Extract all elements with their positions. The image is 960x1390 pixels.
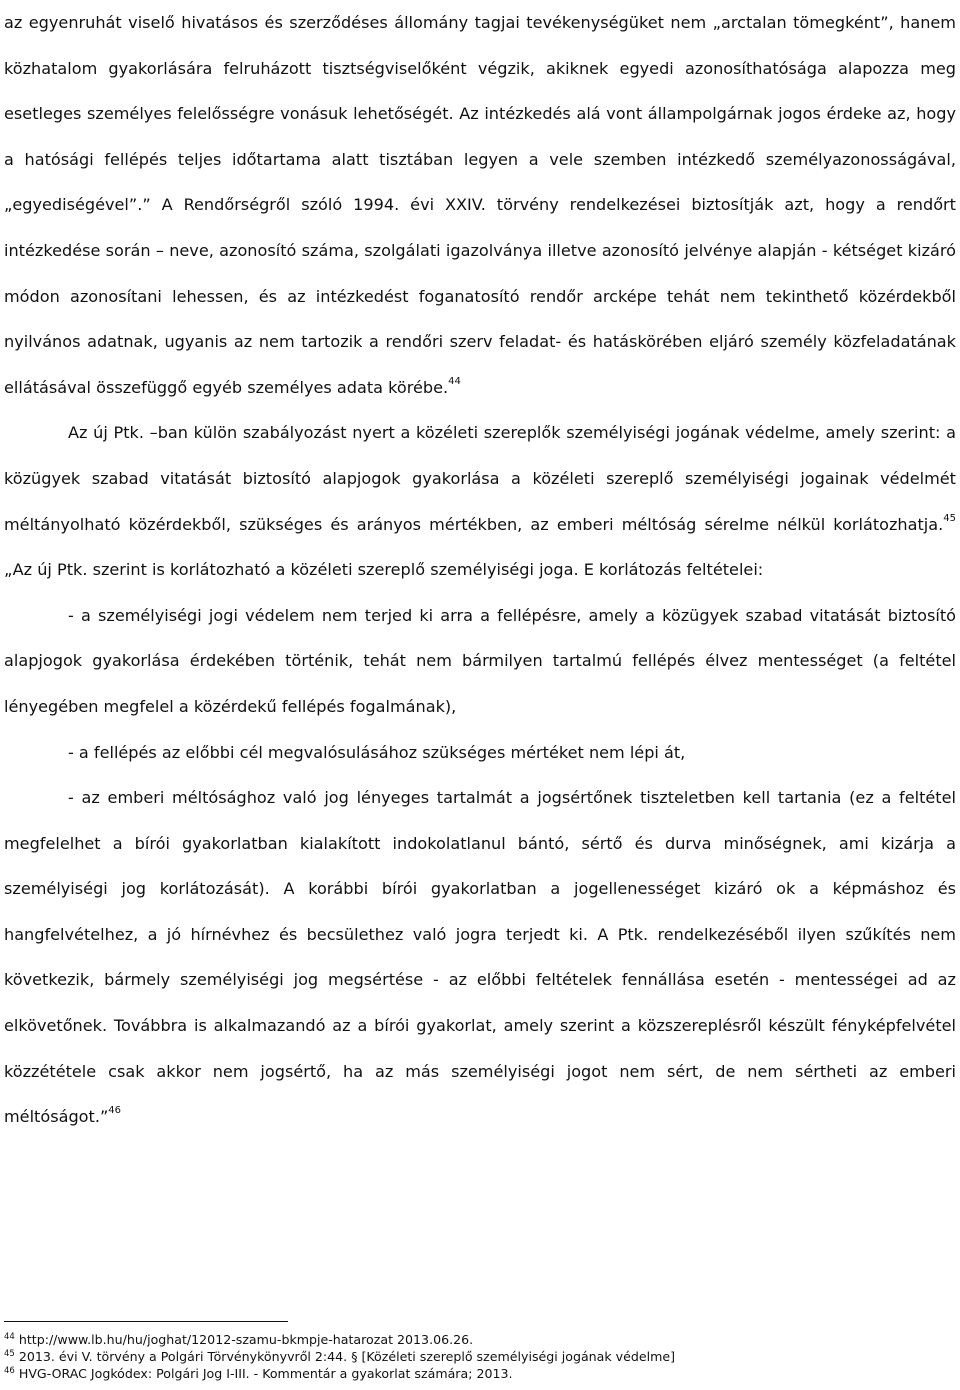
- list-item-text: - az emberi méltósághoz való jog lényeges tartalmát a jogsértőnek tiszteletben kell tartania (ez a feltétel megfelelhet a bírói gyakorlatban kialakított indokolatlanul bántó, sértő és durva minőségnek, ami kizárja a személyiségi jog korlátozását). A korábbi bírói gyakorlatban a jogellenességet kizáró ok a képmáshoz és hangfelvételhez, a jó hírnévhez és becsülethez való jogra terjedt ki. A Ptk. rendelkezéséből ilyen szűkítés nem következik, bármely személyiségi jog megsértése - az előbbi feltételek fennállása esetén - mentességei ad az elkövetőnek. Továbbra is alkalmazandó az a bírói gyakorlat, amely szerint a közszereplésről készült fényképfelvétel közzététele csak akkor nem jogsértő, ha az más személyiségi jogot nem sért, de nem sértheti az emberi méltóságot.”: [4, 788, 956, 1127]
- list-item-condition-1: - a személyiségi jogi védelem nem terjed ki arra a fellépésre, amely a közügyek szabad vitatását biztosító alapjogok gyakorlása érdekében történik, tehát nem bármilyen tartalmú fellépés élvez mentességet (a feltétel lényegében megfelel a közérdekű fellépés fogalmának),: [4, 605, 956, 716]
- paragraph-text-continued: „Az új Ptk. szerint is korlátozható a közéleti szereplő személyiségi joga. E korlátozás feltételei:: [4, 560, 764, 580]
- paragraph-new-civil-code: [4, 410, 956, 592]
- footnote-ref-46: 46: [108, 1105, 122, 1117]
- footnote-number: 44: [4, 1332, 15, 1342]
- footnote-text: 2013. évi V. törvény a Polgári Törvénykönyvről 2:44. § [Közéleti szereplő személyiségi jogának védelme]: [18, 1349, 676, 1364]
- paragraph-police-identification: [4, 0, 956, 410]
- footnotes: [4, 1331, 956, 1382]
- footnote-number: 46: [4, 1366, 15, 1376]
- list-item-condition-3: [4, 775, 956, 1140]
- footnote-separator: [4, 1321, 288, 1322]
- footnote-number: 45: [4, 1349, 15, 1359]
- paragraph-text: az egyenruhát viselő hivatásos és szerződéses állomány tagjai tevékenységüket nem „arctalan tömegként”, hanem közhatalom gyakorlására felruházott tisztségviselőként végzik, akiknek egyedi azonosíthatósága alapozza meg esetleges személyes felelősségre vonásuk lehetőségét. Az intézkedés alá vont állampolgárnak jogos érdeke az, hogy a hatósági fellépés teljes időtartama alatt tisztában legyen a vele szemben intézkedő személyazonosságával, „egyediségével”.” A Rendőrségről szóló 1994. évi XXIV. törvény rendelkezései biztosítják azt, hogy a rendőrt intézkedése során – neve, azonosító száma, szolgálati igazolványa illetve azonosító jelvénye alapján - kétséget kizáró módon azonosítani lehessen, és az intézkedést foganatosító rendőr arcképe tehát nem tekinthető közérdekből nyilvános adatnak, ugyanis az nem tartozik a rendőri szerv feladat- és hatáskörében eljáró személy közfeladatának ellátásával összefüggő egyéb személyes adata körébe.: [4, 13, 956, 397]
- footnote-46: [4, 1365, 956, 1382]
- footnote-44: [4, 1331, 956, 1348]
- footnote-ref-44: 44: [448, 375, 461, 387]
- footnote-ref-45: 45: [943, 512, 956, 524]
- footnote-link[interactable]: http://www.lb.hu/hu/joghat/12012-szamu-bkmpje-hatarozat 2013.06.26.: [18, 1332, 474, 1347]
- footnote-45: [4, 1348, 956, 1365]
- footnote-text: HVG-ORAC Jogkódex: Polgári Jog I-III. - Kommentár a gyakorlat számára; 2013.: [18, 1366, 513, 1381]
- body-text: [4, 0, 956, 1140]
- document-page: [4, 0, 956, 1390]
- paragraph-text: Az új Ptk. –ban külön szabályozást nyert a közéleti szereplők személyiségi jogának védelme, amely szerint: a közügyek szabad vitatását biztosító alapjogok gyakorlása a közéleti szereplő személyiségi jogainak védelmét méltányolható közérdekből, szükséges és arányos mértékben, az emberi méltóság sérelme nélkül korlátozhatja.: [4, 423, 956, 534]
- list-item-condition-2: - a fellépés az előbbi cél megvalósulásához szükséges mértéket nem lépi át,: [68, 742, 686, 762]
